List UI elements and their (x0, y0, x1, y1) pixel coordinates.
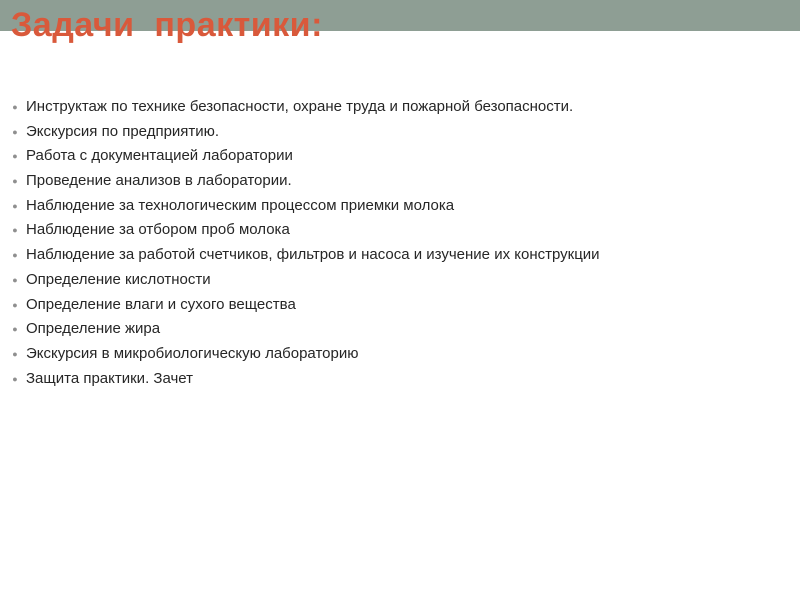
bullet-dot-icon: ● (12, 225, 18, 236)
slide-title: Задачи практики: (11, 6, 323, 44)
list-item (10, 367, 790, 392)
bullet-dot-icon: ● (12, 324, 18, 335)
list-item (10, 293, 790, 318)
list-item (10, 342, 790, 367)
list-item (10, 268, 790, 293)
list-item (10, 218, 790, 243)
list-item-text: Наблюдение за отбором проб молока (26, 221, 290, 239)
task-list (10, 95, 790, 391)
list-item-text: Экскурсия в микробиологическую лабораторию (26, 344, 359, 362)
list-item (10, 120, 790, 145)
list-item (10, 243, 790, 268)
bullet-dot-icon: ● (12, 299, 18, 310)
bullet-dot-icon: ● (12, 126, 18, 137)
list-item (10, 144, 790, 169)
list-item-text: Работа с документацией лаборатории (26, 147, 293, 165)
bullet-dot-icon: ● (12, 373, 18, 384)
list-item (10, 194, 790, 219)
bullet-dot-icon: ● (12, 250, 18, 261)
bullet-dot-icon: ● (12, 274, 18, 285)
list-item-text: Определение влаги и сухого вещества (26, 295, 296, 313)
bullet-dot-icon: ● (12, 348, 18, 359)
list-item-text: Определение жира (26, 320, 161, 338)
list-item-text: Проведение анализов в лаборатории. (26, 172, 292, 190)
bullet-dot-icon: ● (12, 176, 18, 187)
list-item (10, 169, 790, 194)
list-item-text: Определение кислотности (26, 270, 211, 288)
list-item (10, 95, 790, 120)
list-item-text: Наблюдение за работой счетчиков, фильтров и насоса и изучение их конструкции (26, 246, 600, 264)
list-item-text: Защита практики. Зачет (26, 369, 193, 387)
list-item-text: Наблюдение за технологическим процессом приемки молока (26, 196, 455, 214)
list-item (10, 317, 790, 342)
bullet-dot-icon: ● (12, 151, 18, 162)
list-item-text: Инструктаж по технике безопасности, охране труда и пожарной безопасности. (26, 98, 574, 115)
list-item-text: Экскурсия по предприятию. (26, 122, 220, 140)
bullet-dot-icon: ● (12, 102, 18, 112)
bullet-dot-icon: ● (12, 200, 18, 211)
